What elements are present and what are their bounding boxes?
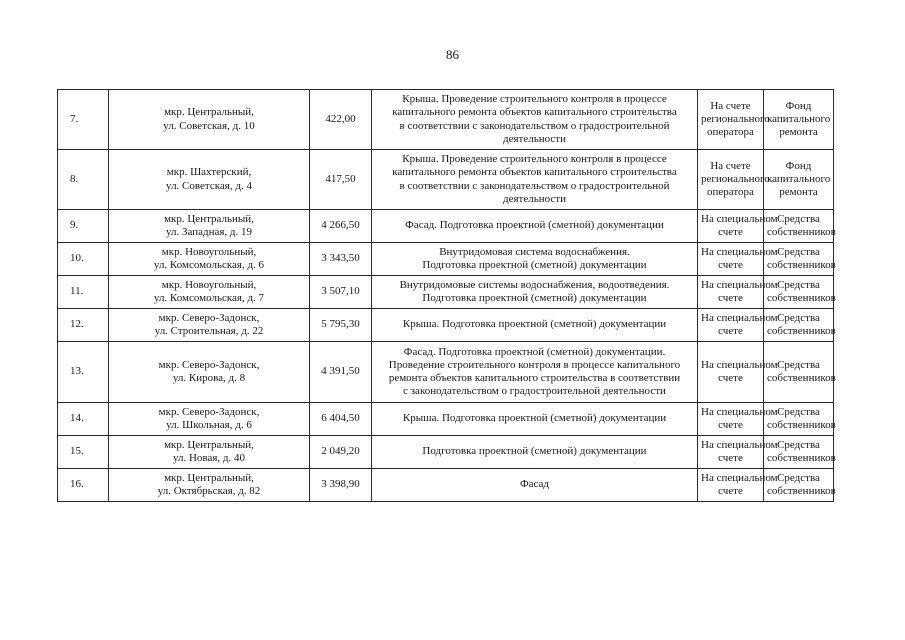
area-cell: 4 266,50 xyxy=(310,210,372,243)
funding-cell: Средства собственников xyxy=(764,342,834,403)
area-cell: 417,50 xyxy=(310,150,372,210)
funding-cell: Средства собственников xyxy=(764,436,834,469)
area-cell: 3 343,50 xyxy=(310,243,372,276)
funding-cell: Средства собственников xyxy=(764,276,834,309)
row-number: 13. xyxy=(58,342,109,403)
table-row xyxy=(58,469,834,502)
account-cell: На специальном счете xyxy=(698,309,764,342)
table-row xyxy=(58,342,834,403)
work-cell: Крыша. Подготовка проектной (сметной) документации xyxy=(372,403,698,436)
address-cell: мкр. Северо-Задонск, ул. Строительная, д. 22 xyxy=(109,309,310,342)
funding-cell: Средства собственников xyxy=(764,469,834,502)
funding-cell: Фонд капитального ремонта xyxy=(764,90,834,150)
account-cell: На специальном счете xyxy=(698,342,764,403)
row-number: 16. xyxy=(58,469,109,502)
funding-cell: Средства собственников xyxy=(764,403,834,436)
work-cell: Крыша. Проведение строительного контроля в процессе капитального ремонта объектов капитального строительства в соответствии с законодательством о градостроительной деятельности xyxy=(372,150,698,210)
row-number: 9. xyxy=(58,210,109,243)
account-cell: На счете регионального оператора xyxy=(698,90,764,150)
address-cell: мкр. Центральный, ул. Советская, д. 10 xyxy=(109,90,310,150)
row-number: 7. xyxy=(58,90,109,150)
account-cell: На специальном счете xyxy=(698,210,764,243)
work-cell: Крыша. Проведение строительного контроля в процессе капитального ремонта объектов капитального строительства в соответствии с законодательством о градостроительной деятельности xyxy=(372,90,698,150)
address-cell: мкр. Новоугольный, ул. Комсомольская, д. 7 xyxy=(109,276,310,309)
table-row xyxy=(58,150,834,210)
funding-cell: Средства собственников xyxy=(764,309,834,342)
address-cell: мкр. Центральный, ул. Западная, д. 19 xyxy=(109,210,310,243)
work-cell: Фасад xyxy=(372,469,698,502)
table-row xyxy=(58,210,834,243)
address-cell: мкр. Новоугольный, ул. Комсомольская, д. 6 xyxy=(109,243,310,276)
work-cell: Крыша. Подготовка проектной (сметной) документации xyxy=(372,309,698,342)
account-cell: На специальном счете xyxy=(698,243,764,276)
work-cell: Фасад. Подготовка проектной (сметной) документации xyxy=(372,210,698,243)
capital-repair-table xyxy=(57,89,834,502)
work-cell: Внутридомовая система водоснабжения. Подготовка проектной (сметной) документации xyxy=(372,243,698,276)
row-number: 14. xyxy=(58,403,109,436)
address-cell: мкр. Северо-Задонск, ул. Школьная, д. 6 xyxy=(109,403,310,436)
account-cell: На специальном счете xyxy=(698,276,764,309)
account-cell: На счете регионального оператора xyxy=(698,150,764,210)
area-cell: 3 507,10 xyxy=(310,276,372,309)
table-row xyxy=(58,90,834,150)
funding-cell: Средства собственников xyxy=(764,243,834,276)
table-row xyxy=(58,436,834,469)
address-cell: мкр. Центральный, ул. Новая, д. 40 xyxy=(109,436,310,469)
row-number: 15. xyxy=(58,436,109,469)
row-number: 12. xyxy=(58,309,109,342)
row-number: 11. xyxy=(58,276,109,309)
area-cell: 4 391,50 xyxy=(310,342,372,403)
funding-cell: Фонд капитального ремонта xyxy=(764,150,834,210)
area-cell: 5 795,30 xyxy=(310,309,372,342)
area-cell: 6 404,50 xyxy=(310,403,372,436)
work-cell: Внутридомовые системы водоснабжения, водоотведения. Подготовка проектной (сметной) документации xyxy=(372,276,698,309)
work-cell: Фасад. Подготовка проектной (сметной) документации. Проведение строительного контроля в процессе капитального ремонта объектов капитального строительства в соответствии с законодательством о градостроительной деятельности xyxy=(372,342,698,403)
area-cell: 3 398,90 xyxy=(310,469,372,502)
account-cell: На специальном счете xyxy=(698,403,764,436)
table-row xyxy=(58,309,834,342)
address-cell: мкр. Шахтерский, ул. Советская, д. 4 xyxy=(109,150,310,210)
work-cell: Подготовка проектной (сметной) документации xyxy=(372,436,698,469)
table-row xyxy=(58,276,834,309)
row-number: 8. xyxy=(58,150,109,210)
address-cell: мкр. Северо-Задонск, ул. Кирова, д. 8 xyxy=(109,342,310,403)
row-number: 10. xyxy=(58,243,109,276)
account-cell: На специальном счете xyxy=(698,469,764,502)
account-cell: На специальном счете xyxy=(698,436,764,469)
page-number: 86 xyxy=(446,47,459,62)
funding-cell: Средства собственников xyxy=(764,210,834,243)
table-row xyxy=(58,243,834,276)
area-cell: 422,00 xyxy=(310,90,372,150)
area-cell: 2 049,20 xyxy=(310,436,372,469)
address-cell: мкр. Центральный, ул. Октябрьская, д. 82 xyxy=(109,469,310,502)
table-row xyxy=(58,403,834,436)
